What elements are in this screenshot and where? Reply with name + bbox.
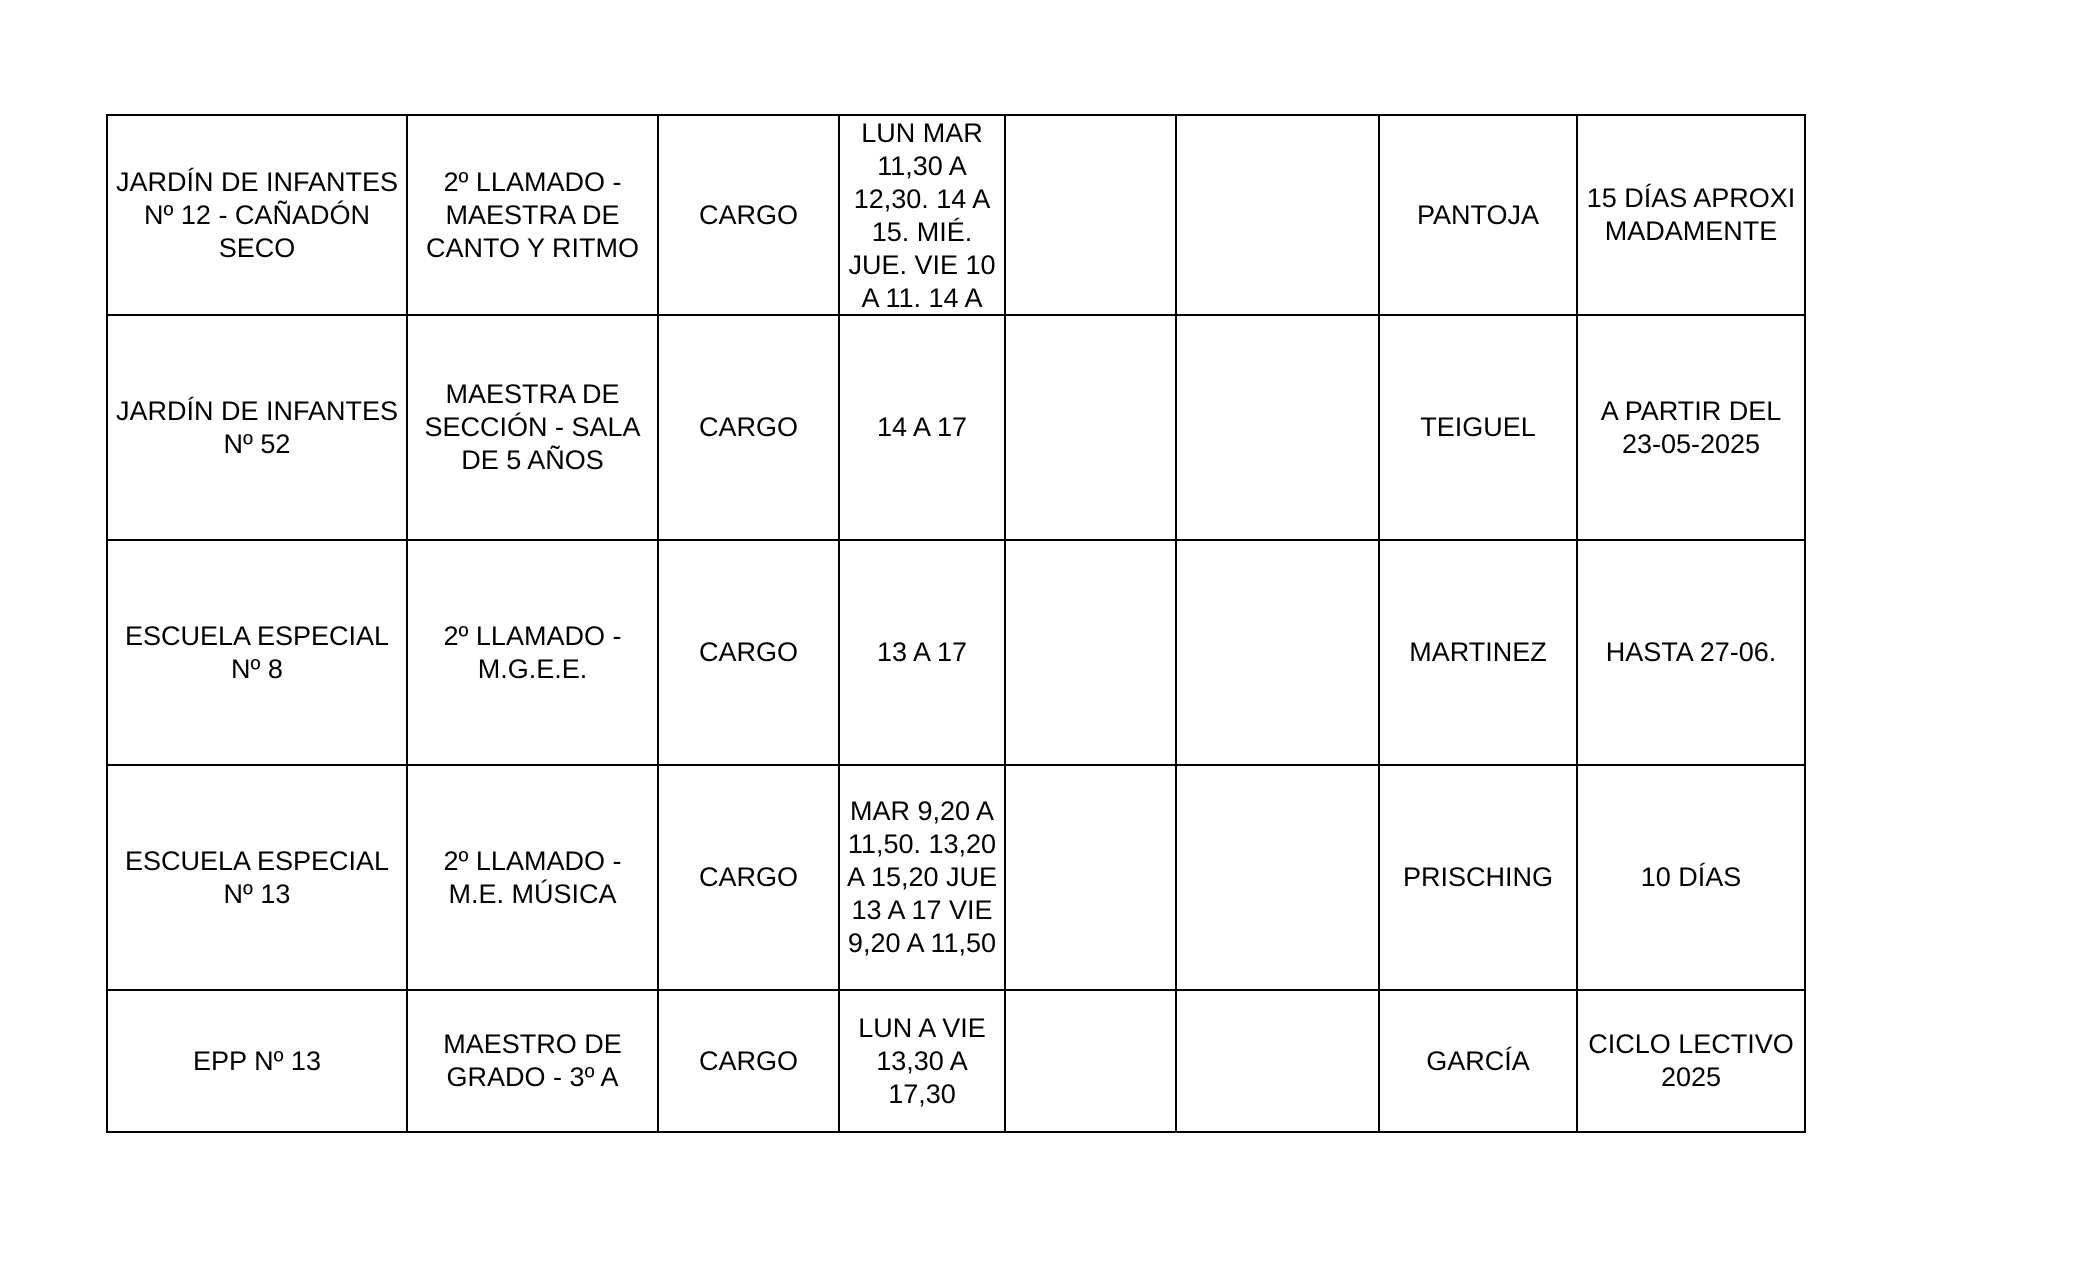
table-row: [107, 315, 1805, 540]
empty-cell: [1005, 115, 1176, 315]
type-cell: CARGO: [658, 990, 839, 1132]
school-cell: ESCUELA ESPECIAL Nº 8: [107, 540, 407, 765]
school-cell: EPP Nº 13: [107, 990, 407, 1132]
teacher-cell: MARTINEZ: [1379, 540, 1577, 765]
schedule-cell: MAR 9,20 A 11,50. 13,20 A 15,20 JUE 13 A 17 VIE 9,20 A 11,50: [839, 765, 1005, 990]
teacher-cell: PRISCHING: [1379, 765, 1577, 990]
period-cell: A PARTIR DEL 23-05-2025: [1577, 315, 1805, 540]
period-cell: HASTA 27-06.: [1577, 540, 1805, 765]
schedule-cell: LUN MAR 11,30 A 12,30. 14 A 15. MIÉ. JUE. VIE 10 A 11. 14 A: [839, 115, 1005, 315]
vacancy-table: [106, 114, 1806, 1133]
table-row: [107, 990, 1805, 1132]
empty-cell: [1176, 540, 1379, 765]
position-cell: 2º LLAMADO - M.E. MÚSICA: [407, 765, 658, 990]
school-cell: JARDÍN DE INFANTES Nº 12 - CAÑADÓN SECO: [107, 115, 407, 315]
table-row: [107, 765, 1805, 990]
period-cell: 10 DÍAS: [1577, 765, 1805, 990]
position-cell: 2º LLAMADO - M.G.E.E.: [407, 540, 658, 765]
schedule-cell: 13 A 17: [839, 540, 1005, 765]
school-cell: JARDÍN DE INFANTES Nº 52: [107, 315, 407, 540]
empty-cell: [1005, 990, 1176, 1132]
empty-cell: [1176, 765, 1379, 990]
empty-cell: [1176, 115, 1379, 315]
period-cell: CICLO LECTIVO 2025: [1577, 990, 1805, 1132]
empty-cell: [1176, 990, 1379, 1132]
type-cell: CARGO: [658, 115, 839, 315]
teacher-cell: PANTOJA: [1379, 115, 1577, 315]
position-cell: MAESTRA DE SECCIÓN - SALA DE 5 AÑOS: [407, 315, 658, 540]
table-row: [107, 115, 1805, 315]
period-cell: 15 DÍAS APROXIMADAMENTE: [1577, 115, 1805, 315]
empty-cell: [1005, 315, 1176, 540]
type-cell: CARGO: [658, 540, 839, 765]
position-cell: 2º LLAMADO - MAESTRA DE CANTO Y RITMO: [407, 115, 658, 315]
empty-cell: [1176, 315, 1379, 540]
teacher-cell: GARCÍA: [1379, 990, 1577, 1132]
empty-cell: [1005, 765, 1176, 990]
empty-cell: [1005, 540, 1176, 765]
schedule-cell: 14 A 17: [839, 315, 1005, 540]
type-cell: CARGO: [658, 765, 839, 990]
school-cell: ESCUELA ESPECIAL Nº 13: [107, 765, 407, 990]
table-row: [107, 540, 1805, 765]
schedule-cell: LUN A VIE 13,30 A 17,30: [839, 990, 1005, 1132]
position-cell: MAESTRO DE GRADO - 3º A: [407, 990, 658, 1132]
teacher-cell: TEIGUEL: [1379, 315, 1577, 540]
type-cell: CARGO: [658, 315, 839, 540]
